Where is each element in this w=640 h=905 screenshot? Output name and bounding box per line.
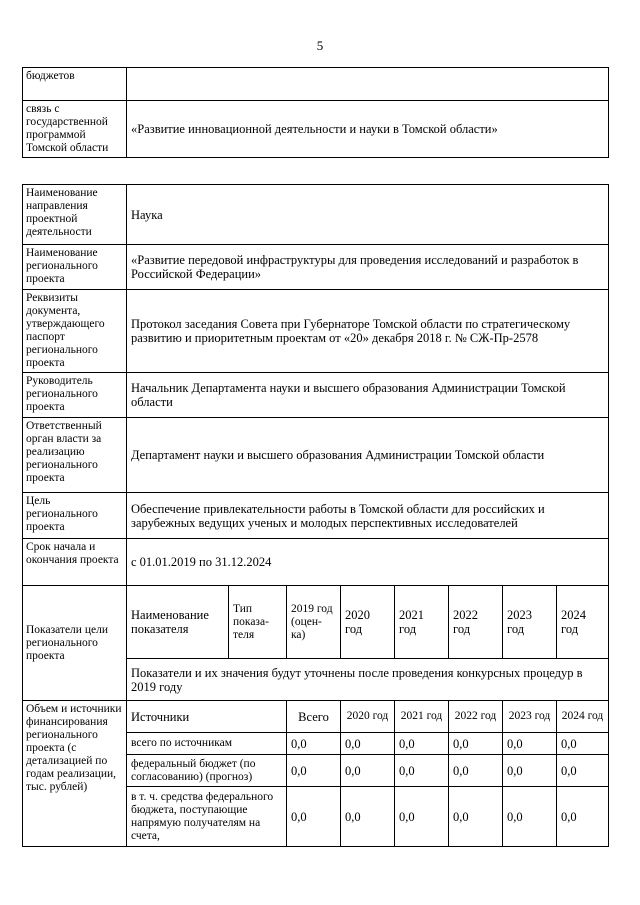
indicators-note: Показатели и их значения будут уточнены после проведения конкурсных процедур в 2019 году [127, 659, 609, 701]
funding-header-2021: 2021 год [395, 701, 449, 733]
table-row [23, 290, 609, 373]
funding-cell: 0,0 [395, 787, 449, 847]
funding-cell: 0,0 [503, 787, 557, 847]
goal-value: Обеспечение привлекательности работы в Томской области для российских и зарубежных ведущих ученых и молодых перспективных исследователей [127, 493, 609, 539]
funding-header-2024: 2024 год [557, 701, 609, 733]
funding-cell: 0,0 [503, 733, 557, 755]
funding-row-name: всего по источникам [127, 733, 287, 755]
indicators-header-2019: 2019 год (оцен-ка) [287, 586, 341, 659]
table-row [23, 586, 609, 659]
passport-table [22, 184, 609, 847]
funding-cell: 0,0 [395, 755, 449, 787]
funding-cell: 0,0 [557, 787, 609, 847]
funding-header-2020: 2020 год [341, 701, 395, 733]
funding-cell: 0,0 [503, 755, 557, 787]
direction-label: Наименование направления проектной деятельности [23, 185, 127, 245]
table-row [23, 493, 609, 539]
indicators-header-type: Тип показа-теля [229, 586, 287, 659]
funding-cell: 0,0 [287, 733, 341, 755]
row-value-empty [127, 68, 609, 101]
funding-cell: 0,0 [341, 733, 395, 755]
table-row [23, 539, 609, 586]
row-label-budgets: бюджетов [23, 68, 127, 101]
funding-cell: 0,0 [395, 733, 449, 755]
funding-header-sources: Источники [127, 701, 287, 733]
indicators-header-name: Наименование показателя [127, 586, 229, 659]
page-number: 5 [316, 38, 324, 53]
funding-cell: 0,0 [557, 733, 609, 755]
direction-value: Наука [127, 185, 609, 245]
table-row [23, 185, 609, 245]
indicators-header-2022: 2022 год [449, 586, 503, 659]
funding-cell: 0,0 [287, 755, 341, 787]
funding-label: Объем и источники финансирования регионального проекта (с детализацией по годам реализации, тыс. рублей) [23, 701, 127, 847]
head-value: Начальник Департамента науки и высшего образования Администрации Томской области [127, 373, 609, 418]
table-row [23, 418, 609, 493]
row-label-state-program: связь с государственной программой Томской области [23, 101, 127, 158]
term-value: с 01.01.2019 по 31.12.2024 [127, 539, 609, 586]
funding-cell: 0,0 [287, 787, 341, 847]
row-value-state-program: «Развитие инновационной деятельности и науки в Томской области» [127, 101, 609, 158]
table-row [23, 373, 609, 418]
indicators-header-2021: 2021 год [395, 586, 449, 659]
funding-header-total: Всего [287, 701, 341, 733]
project-name-value: «Развитие передовой инфраструктуры для проведения исследований и разработок в Российской Федерации» [127, 245, 609, 290]
indicators-header-2020: 2020 год [341, 586, 395, 659]
funding-cell: 0,0 [341, 755, 395, 787]
top-table [22, 67, 609, 158]
funding-row-name: в т. ч. средства федерального бюджета, поступающие напрямую получателям на счета, [127, 787, 287, 847]
funding-cell: 0,0 [449, 733, 503, 755]
document-value: Протокол заседания Совета при Губернаторе Томской области по стратегическому развитию и приоритетным проектам от «20» декабря 2018 г. № СЖ-Пр-2578 [127, 290, 609, 373]
funding-cell: 0,0 [557, 755, 609, 787]
table-row [23, 701, 609, 733]
authority-label: Ответственный орган власти за реализацию регионального проекта [23, 418, 127, 493]
term-label: Срок начала и окончания проекта [23, 539, 127, 586]
funding-cell: 0,0 [449, 755, 503, 787]
indicators-label: Показатели цели регионального проекта [23, 586, 127, 701]
funding-header-2023: 2023 год [503, 701, 557, 733]
funding-row-name: федеральный бюджет (по согласованию) (прогноз) [127, 755, 287, 787]
funding-cell: 0,0 [449, 787, 503, 847]
table-row [23, 68, 609, 101]
table-row [23, 101, 609, 158]
authority-value: Департамент науки и высшего образования Администрации Томской области [127, 418, 609, 493]
project-name-label: Наименование регионального проекта [23, 245, 127, 290]
document-label: Реквизиты документа, утверждающего паспорт регионального проекта [23, 290, 127, 373]
head-label: Руководитель регионального проекта [23, 373, 127, 418]
indicators-header-2023: 2023 год [503, 586, 557, 659]
table-row [23, 245, 609, 290]
funding-header-2022: 2022 год [449, 701, 503, 733]
indicators-header-2024: 2024 год [557, 586, 609, 659]
goal-label: Цель регионального проекта [23, 493, 127, 539]
funding-cell: 0,0 [341, 787, 395, 847]
